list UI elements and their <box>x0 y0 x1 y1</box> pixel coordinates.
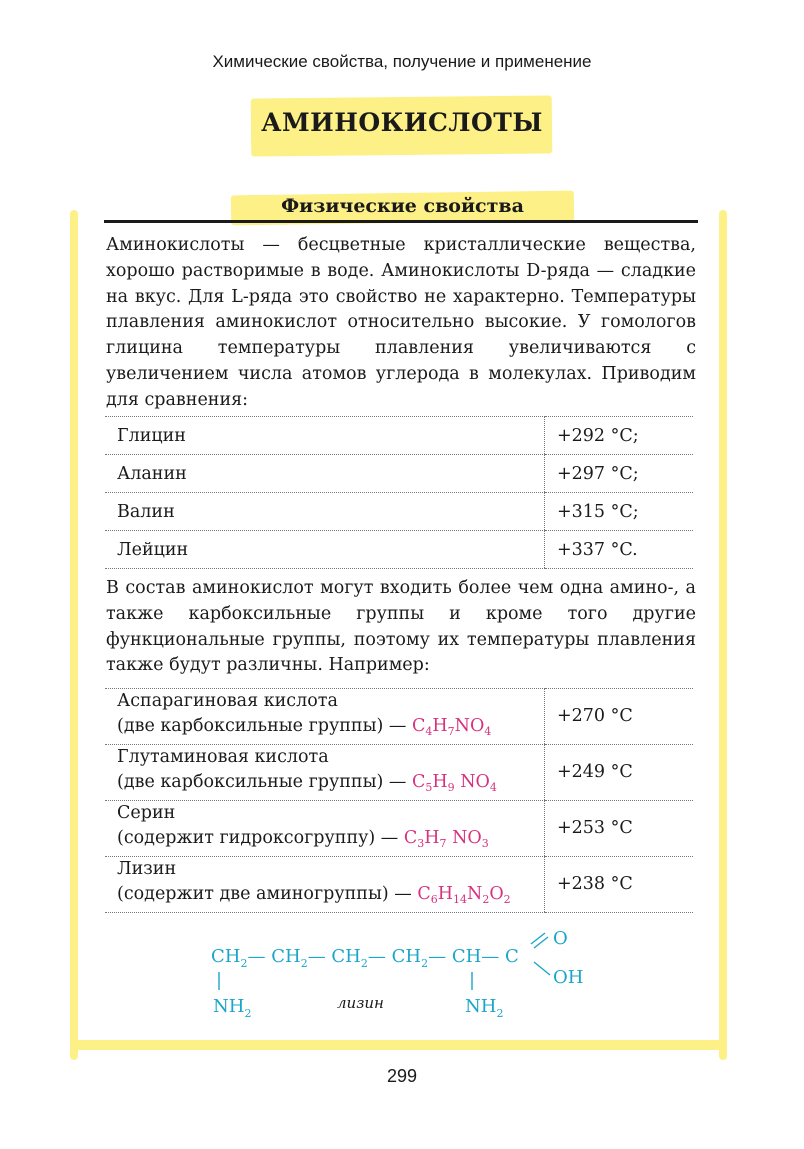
molecular-formula: $C_5H_9$ $NO_4$ <box>411 772 497 794</box>
melting-point: +270 °C <box>545 689 694 745</box>
bond-oh <box>534 962 550 975</box>
group-note: (содержит две аминогруппы) — <box>117 884 418 904</box>
second-paragraph: В состав аминокислот могут входить более чем одна амино-, а также карбоксильные группы и кроме того другие функциональные группы, поэтому их температуры плавления также будут различны. Например: <box>106 578 696 676</box>
group-note: (две карбоксильные группы) — <box>117 716 412 736</box>
bond-double-o-2 <box>531 933 545 944</box>
molecular-formula: $C_4H_7NO_4$ <box>411 716 492 738</box>
amine-right: $NH_2$ <box>465 996 504 1020</box>
running-head: Химические свойства, получение и применение <box>212 52 592 71</box>
amino-acid-name: Валин <box>105 493 545 531</box>
melting-point: +238 °C <box>545 857 694 913</box>
amino-acid-name: Серин <box>117 803 176 823</box>
amino-acid-name: Аспарагиновая кислота <box>117 691 338 711</box>
molecular-formula: $C_6H_{14}N_2O_2$ <box>417 884 511 906</box>
lysine-chain: $CH_2—$ $CH_2—$ $CH_2—$ $CH_2—$ CH— C <box>211 946 519 970</box>
page-number: 299 <box>386 1066 418 1086</box>
amino-acid-name: Аланин <box>105 455 545 493</box>
melting-point: +253 °C <box>545 801 694 857</box>
melting-point: +297 °C; <box>545 455 694 493</box>
group-note: (содержит гидроксогруппу) — <box>117 828 404 848</box>
section-title: Физические свойства <box>281 195 524 217</box>
amino-acid-name: Глутаминовая кислота <box>117 747 329 767</box>
bond-double-o <box>534 937 548 948</box>
melting-point: +315 °C; <box>545 493 694 531</box>
oxygen-label: O <box>553 928 568 949</box>
hydroxyl-label: OH <box>553 967 584 988</box>
molecular-formula: $C_3H_7$ $NO_3$ <box>403 828 489 850</box>
amino-acid-name: Лизин <box>117 859 177 879</box>
amino-acid-name: Глицин <box>105 417 545 455</box>
page-title: АМИНОКИСЛОТЫ <box>261 108 543 137</box>
amino-acid-name: Лейцин <box>105 531 545 569</box>
melting-point: +249 °C <box>545 745 694 801</box>
group-note: (две карбоксильные группы) — <box>117 772 412 792</box>
melting-point: +337 °C. <box>545 531 694 569</box>
intro-paragraph: Аминокислоты — бесцветные кристаллические вещества, хорошо растворимые в воде. Аминокислоты D-ряда — сладкие на вкус. Для L-ряда это свойство не характерно. Температуры плавления аминокислот относительно высокие. У гомологов глицина температуры плавления увеличиваются с увеличением числа атомов углерода в молекулах. Приводим для сравнения: <box>106 235 696 410</box>
structure-caption: лизин <box>337 994 384 1012</box>
amine-left: $NH_2$ <box>213 996 252 1020</box>
melting-point: +292 °C; <box>545 417 694 455</box>
